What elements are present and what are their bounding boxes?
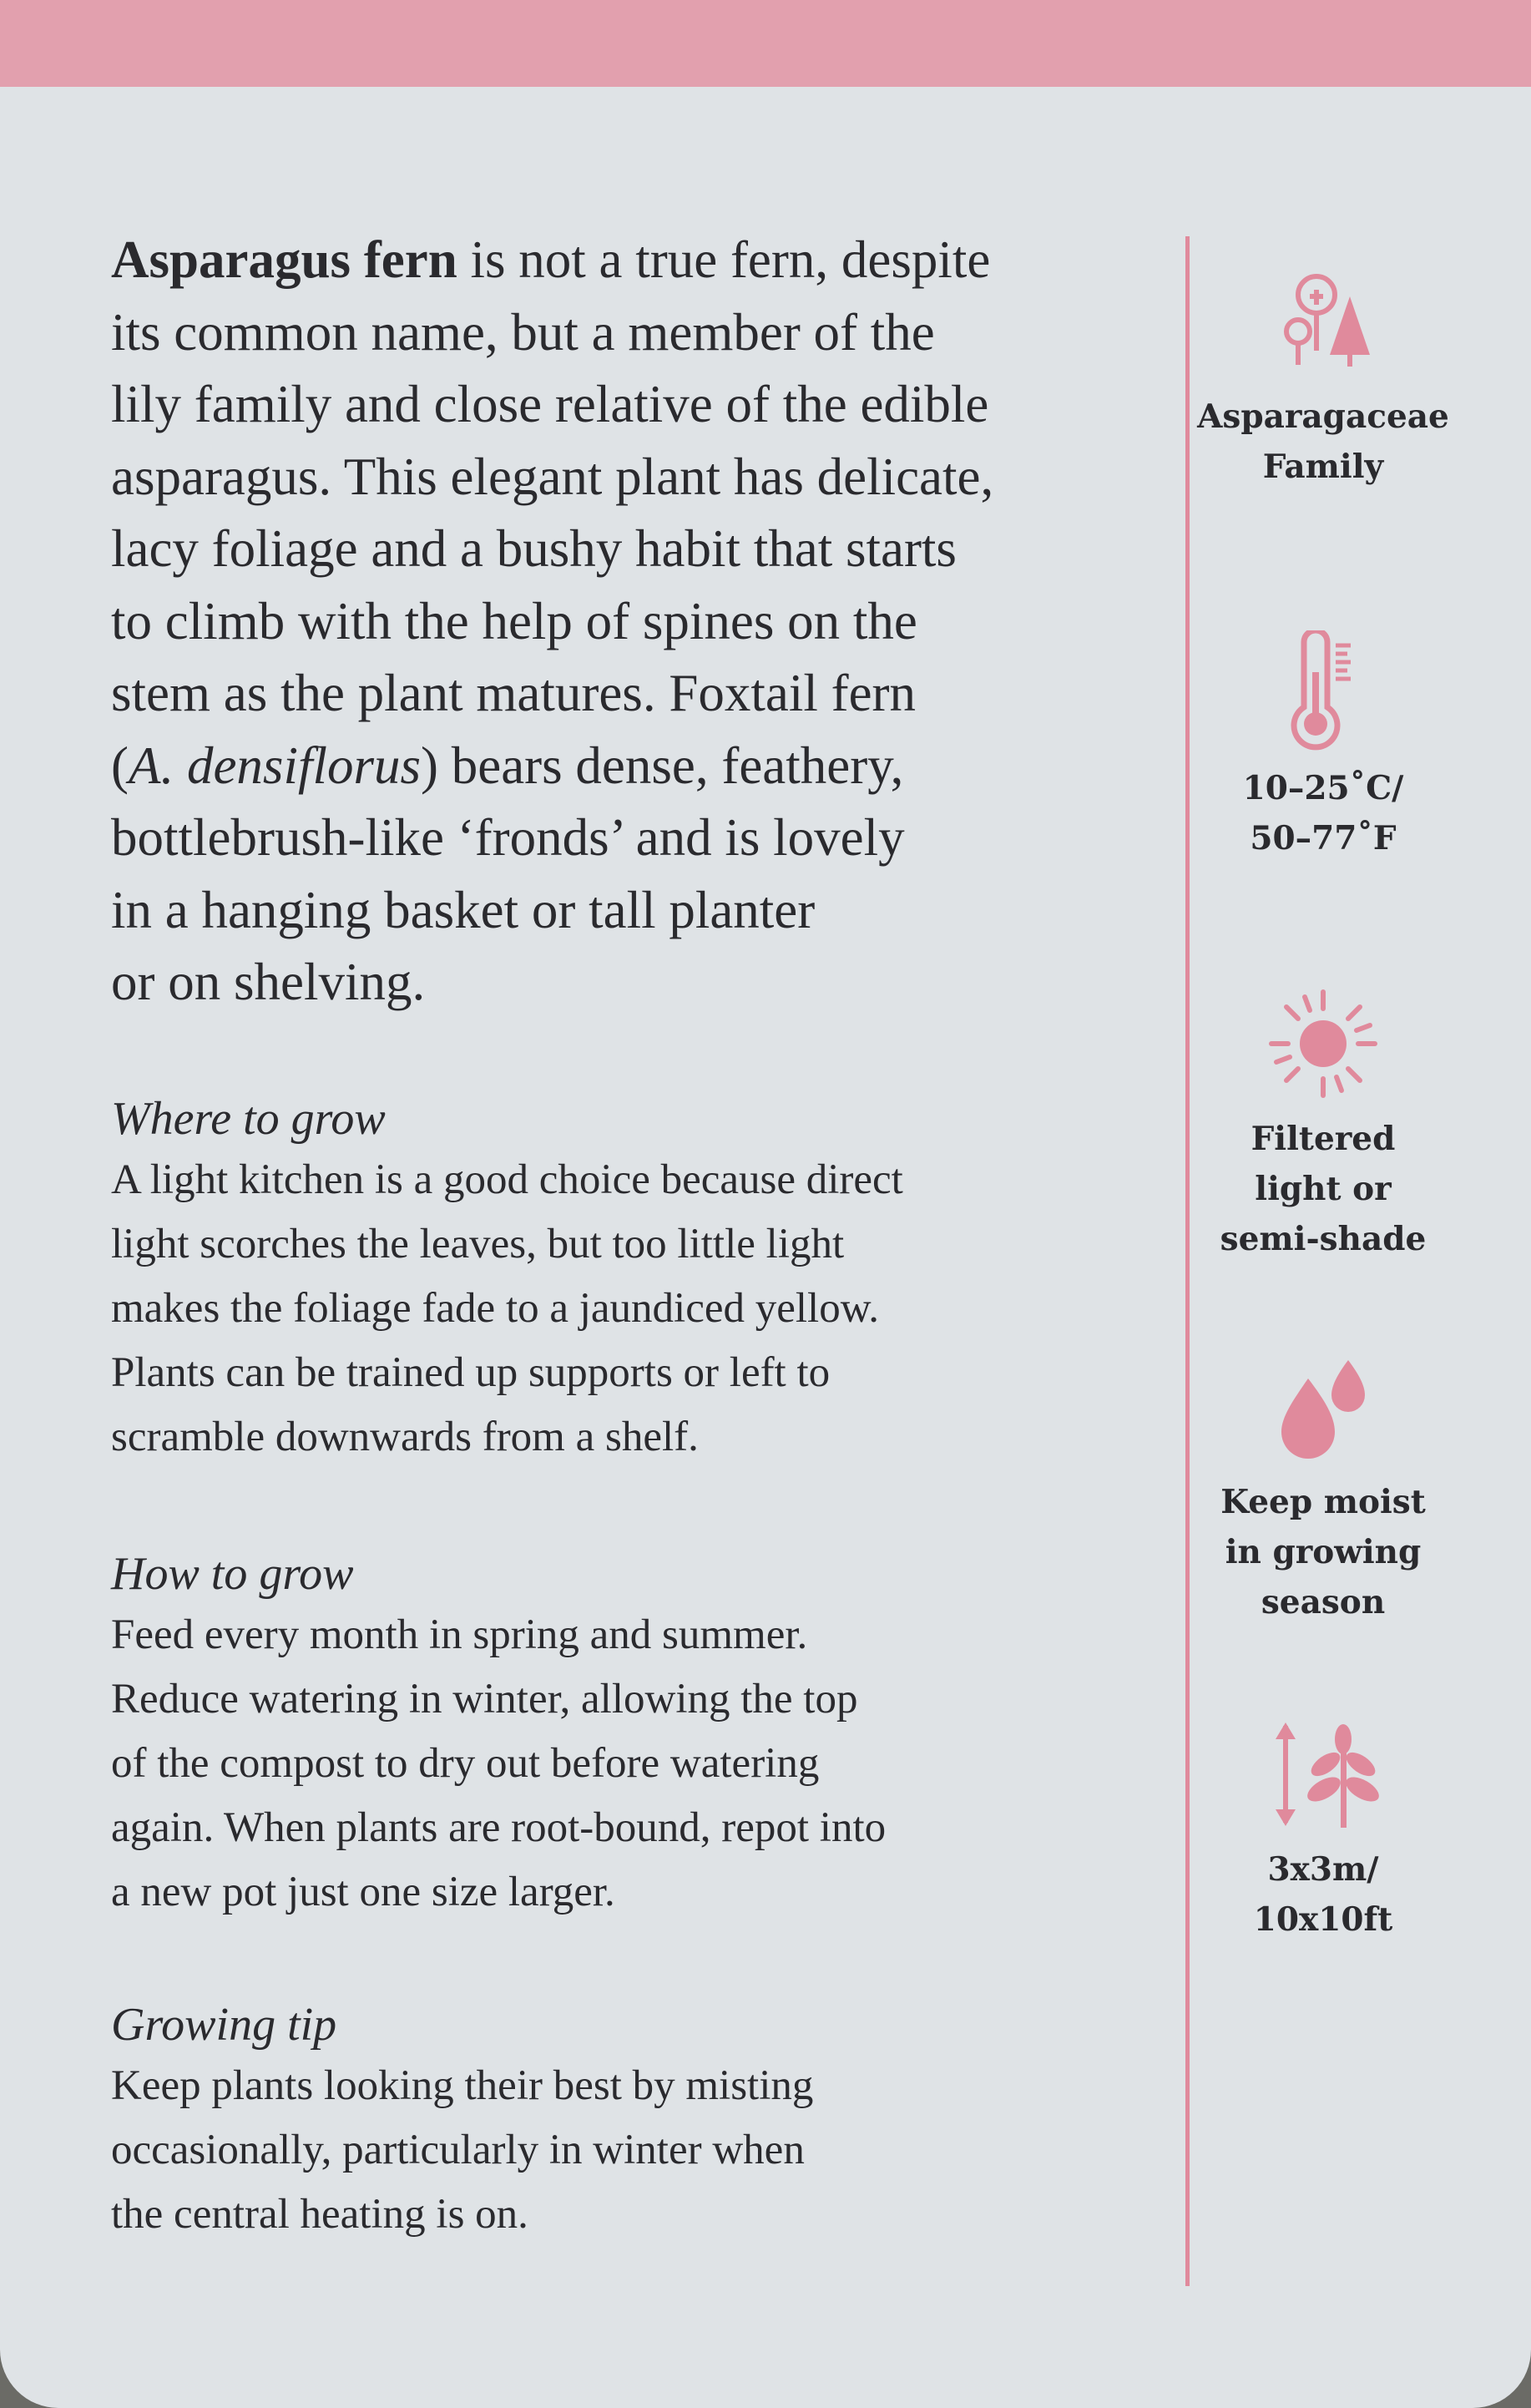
main-text-column	[111, 224, 1142, 1019]
size-label: 3x3m/ 10x10ft	[1253, 1850, 1393, 1939]
temperature-label: 10–25˚C/ 50–77˚F	[1242, 769, 1404, 857]
family-label: Asparagaceae Family	[1197, 397, 1449, 486]
plant-name: Asparagus fern	[111, 230, 457, 289]
water-drops-icon	[1265, 1348, 1382, 1465]
section-where-to-grow	[111, 1090, 903, 1470]
sun-icon	[1265, 985, 1382, 1102]
info-column	[1190, 0, 1457, 2408]
section-heading: Growing tip	[111, 1999, 337, 2051]
intro-text-2: ) bears dense, feathery, bottlebrush-like ‘fronds’ and is lovely in a hanging basket or tall planter or on shelving.	[111, 736, 905, 1011]
section-heading: Where to grow	[111, 1093, 386, 1145]
trees-icon	[1273, 271, 1373, 380]
section-body: Keep plants looking their best by misting occasionally, particularly in winter when the central heating is on.	[111, 2062, 814, 2238]
info-light	[1190, 985, 1457, 1264]
info-water	[1190, 1348, 1457, 1627]
section-how-to-grow	[111, 1545, 886, 1925]
info-size	[1190, 1716, 1457, 1945]
plant-height-icon	[1261, 1716, 1386, 1833]
species-name: A. densiflorus	[128, 736, 421, 795]
section-growing-tip	[111, 1996, 813, 2247]
section-heading: How to grow	[111, 1548, 354, 1600]
light-label: Filtered light or semi-shade	[1220, 1120, 1427, 1258]
section-body: Feed every month in spring and summer. Reduce watering in winter, allowing the top of the compost to dry out before watering again. When plants are root-bound, repot into a new pot just one size larger.	[111, 1611, 887, 1915]
info-family	[1190, 271, 1457, 492]
info-temperature	[1190, 630, 1457, 863]
thermometer-icon	[1286, 630, 1361, 751]
intro-paragraph	[111, 224, 1142, 1019]
intro-text-1: is not a true fern, despite its common name, but a member of the lily family and close relative of the edible asparagus. This elegant plant has delicate, lacy foliage and a bushy habit that starts to climb with the help of spines on the stem as the plant matures. Foxtail fern (	[111, 230, 994, 795]
section-body: A light kitchen is a good choice because direct light scorches the leaves, but too little light makes the foliage fade to a jaundiced yellow. Plants can be trained up supports or left to scramble downwards from a shelf.	[111, 1156, 903, 1460]
water-label: Keep moist in growing season	[1220, 1483, 1426, 1621]
